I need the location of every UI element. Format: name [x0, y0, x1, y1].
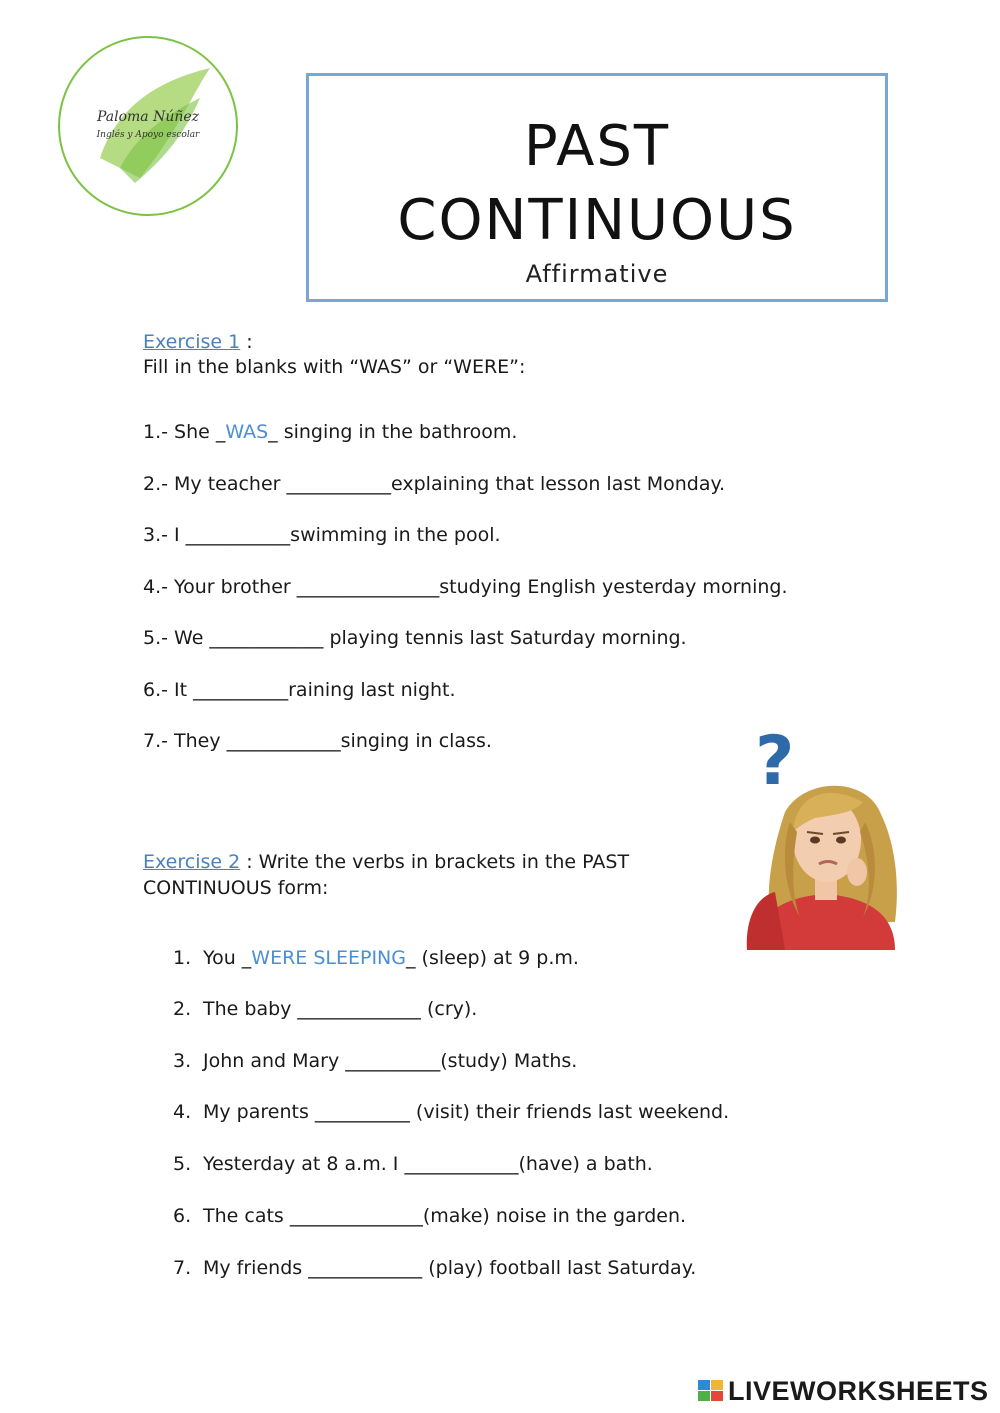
answer-input[interactable]: WERE SLEEPING [251, 947, 406, 969]
question-mark-icon: ? [755, 722, 795, 801]
item-text: My parents __________ (visit) their friends last weekend. [203, 1101, 730, 1123]
item-text-after: _ (sleep) at 9 p.m. [406, 947, 579, 969]
item-text: 4.- Your brother _______________studying English yesterday morning. [143, 576, 788, 598]
logo-badge [58, 36, 238, 216]
exercise-2-item [173, 947, 579, 969]
exercise-2-heading [143, 851, 629, 873]
exercise-1-label-suffix: : [240, 331, 253, 353]
item-number: 6. [173, 1205, 192, 1227]
exercise-2-item[interactable] [173, 1050, 577, 1072]
item-text-after: _ singing in the bathroom. [268, 421, 518, 443]
logo-brush-icon [60, 38, 240, 218]
title-line-1: PAST [523, 114, 671, 179]
exercise-1-heading [143, 331, 253, 353]
answer-input[interactable]: WAS [225, 421, 269, 443]
exercise-1-item[interactable] [143, 627, 687, 649]
item-text: 3.- I ___________swimming in the pool. [143, 524, 501, 546]
exercise-2-item[interactable] [173, 1205, 686, 1227]
exercise-1-item[interactable] [143, 473, 725, 495]
exercise-2-instruction-line-2: CONTINUOUS form: [143, 877, 329, 899]
item-text: The baby _____________ (cry). [203, 998, 478, 1020]
item-text-before: You _ [203, 947, 252, 969]
item-number: 2. [173, 998, 192, 1020]
exercise-1-item[interactable] [143, 576, 788, 598]
item-text-before: 1.- She _ [143, 421, 226, 443]
item-text: John and Mary __________(study) Maths. [203, 1050, 578, 1072]
item-text: My friends ____________ (play) football last Saturday. [203, 1257, 697, 1279]
item-number: 5. [173, 1153, 192, 1175]
exercise-1-item[interactable] [143, 679, 456, 701]
exercise-2-item[interactable] [173, 1153, 653, 1175]
exercise-1-instruction: Fill in the blanks with “WAS” or “WERE”: [143, 356, 526, 378]
title-box [306, 73, 888, 302]
brand-text: LIVEWORKSHEETS [728, 1376, 989, 1406]
exercise-1-label: Exercise 1 [143, 331, 241, 353]
item-number: 1. [173, 947, 192, 969]
title-line-2: CONTINUOUS [397, 188, 797, 253]
liveworksheets-brand[interactable] [698, 1376, 989, 1410]
title-subtitle: Affirmative [525, 260, 669, 288]
item-number: 4. [173, 1101, 192, 1123]
logo-name: Paloma Núñez [96, 109, 200, 125]
exercise-2-item[interactable] [173, 998, 477, 1020]
logo-subtitle: Inglés y Apoyo escolar [96, 130, 200, 140]
item-number: 3. [173, 1050, 192, 1072]
exercise-2-instruction-line-1: : Write the verbs in brackets in the PAST [240, 851, 630, 873]
item-text: 2.- My teacher ___________explaining that lesson last Monday. [143, 473, 726, 495]
item-number: 7. [173, 1257, 192, 1279]
item-text: The cats ______________(make) noise in the garden. [203, 1205, 687, 1227]
item-text: 5.- We ____________ playing tennis last Saturday morning. [143, 627, 687, 649]
exercise-2-item[interactable] [173, 1101, 729, 1123]
exercise-2-label: Exercise 2 [143, 851, 241, 873]
item-text: 6.- It __________raining last night. [143, 679, 456, 701]
item-text: Yesterday at 8 a.m. I ____________(have) a bath. [203, 1153, 653, 1175]
exercise-1-item[interactable] [143, 730, 492, 752]
exercise-1-item[interactable] [143, 524, 501, 546]
item-text: 7.- They ____________singing in class. [143, 730, 492, 752]
thinking-girl-illustration [745, 722, 905, 950]
liveworksheets-logo-icon [698, 1376, 724, 1406]
exercise-2-item[interactable] [173, 1257, 696, 1279]
exercise-1-item [143, 421, 517, 443]
